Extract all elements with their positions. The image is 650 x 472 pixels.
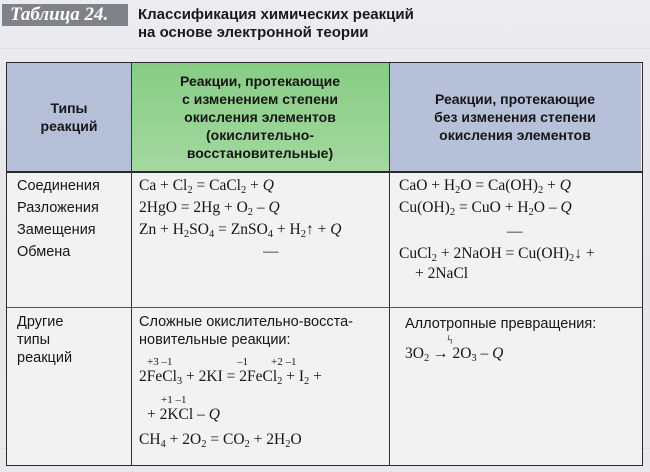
type-label-substitution: Замещения	[17, 222, 96, 238]
lightning-icon: ϟ	[447, 332, 453, 347]
equation-allotropic: $3O_2 \to 2O_3 - Q$	[405, 345, 504, 364]
header-types	[7, 63, 131, 171]
bleed-line	[0, 48, 650, 49]
table-title	[138, 6, 498, 42]
header-line: реакций	[40, 118, 98, 134]
exchange-redox-dash: —	[263, 243, 279, 260]
table-title-line: на основе электронной теории	[138, 24, 369, 41]
table-title-line: Классификация химических реакций	[138, 6, 414, 23]
oxidation-states: +2 –1	[271, 356, 297, 368]
header-redox	[131, 63, 389, 171]
row-divider	[7, 307, 642, 308]
header-line: с изменением степени	[182, 91, 338, 107]
equation-methane-combustion: $CH_4 + 2O_2 = CO_2 + 2H_2O$	[139, 431, 302, 450]
type-label-other: реакций	[17, 350, 73, 366]
header-line: без изменения степени	[434, 109, 596, 125]
header-line: восстановительные)	[186, 145, 334, 161]
substitution-nonredox-dash: —	[507, 223, 523, 240]
type-label-exchange: Обмена	[17, 244, 71, 260]
equation-decomposition-nonredox: $Cu(OH)_2$ = CuO + $H_2O$ – Q	[399, 199, 572, 218]
table-number-badge: Таблица 24.	[2, 4, 128, 26]
header-line: Реакции, протекающие	[435, 91, 595, 107]
type-label-other: типы	[17, 332, 51, 348]
header-line: (окислительно-	[206, 127, 314, 143]
classification-table	[6, 62, 643, 466]
allotropic-caption: Аллотропные превращения:	[405, 316, 597, 332]
complex-redox-caption: Сложные окислительно-восста-	[139, 314, 353, 330]
type-label-other: Другие	[17, 314, 64, 330]
header-line: окисления элементов	[439, 127, 591, 143]
header-line: окисления элементов	[184, 109, 336, 125]
header-line: Реакции, протекающие	[180, 73, 340, 89]
header-divider	[7, 171, 642, 173]
equation-exchange-nonredox-cont: + 2NaCl	[415, 265, 469, 282]
complex-redox-caption: новительные реакции:	[139, 332, 291, 348]
equation-combination-nonredox: CaO + $H_2O = Ca(OH)_2 + Q$	[399, 177, 571, 196]
equation-decomposition-redox: $2HgO = 2Hg + O_2 - Q$	[139, 199, 280, 218]
oxidation-states: +1 –1	[161, 394, 187, 406]
equation-exchange-nonredox: CuCl$_2$ + 2NaOH = $Cu(OH)_2↓$ +	[399, 245, 595, 264]
oxidation-states: –1	[237, 356, 248, 368]
equation-combination-redox: $Ca + Cl_2$ = CaCl$_2$ + Q	[139, 177, 274, 196]
type-label-combination: Соединения	[17, 178, 100, 194]
equation-complex-redox: 2FeCl$_3$ + 2KI = 2FeCl$_2$ + $I_2$ +	[139, 368, 322, 387]
equation-complex-redox-cont: + 2KCl – Q	[147, 406, 220, 423]
type-label-decomposition: Разложения	[17, 200, 99, 216]
header-nonredox	[389, 63, 641, 171]
equation-substitution-redox: $Zn + H_2SO_4$ = ZnSO$_4$ + $H_2↑ + Q$	[139, 221, 342, 240]
header-line: Типы	[50, 100, 88, 116]
oxidation-states: +3 –1	[147, 356, 173, 368]
